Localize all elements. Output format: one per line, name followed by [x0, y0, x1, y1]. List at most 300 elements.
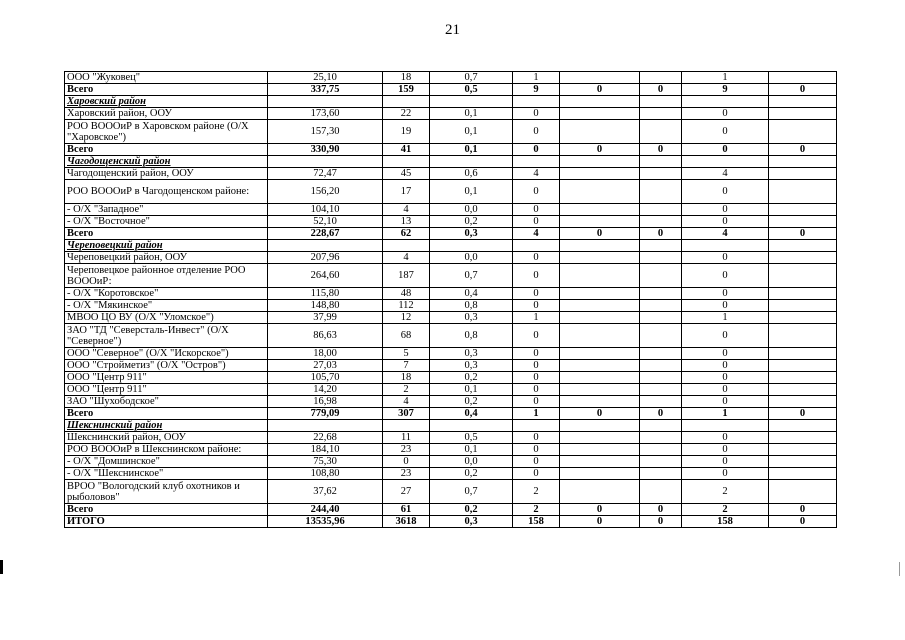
value-cell-c4: 9: [513, 84, 560, 96]
value-cell-c1: 330,90: [268, 144, 383, 156]
value-cell-c3: 0,8: [430, 324, 513, 348]
value-cell-c3: 0,3: [430, 360, 513, 372]
organization-name-cell: Всего: [65, 228, 268, 240]
value-cell-c2: 112: [383, 300, 430, 312]
value-cell-c3: 0,3: [430, 312, 513, 324]
value-cell-c8: [769, 252, 837, 264]
value-cell-c2: [383, 420, 430, 432]
value-cell-c8: [769, 444, 837, 456]
value-cell-c6: [640, 324, 682, 348]
value-cell-c8: 0: [769, 504, 837, 516]
value-cell-c5: [560, 120, 640, 144]
table-row: [65, 204, 837, 216]
value-cell-c4: [513, 240, 560, 252]
value-cell-c5: [560, 72, 640, 84]
value-cell-c8: [769, 156, 837, 168]
value-cell-c5: [560, 312, 640, 324]
value-cell-c3: 0,4: [430, 408, 513, 420]
value-cell-c7: 0: [682, 120, 769, 144]
value-cell-c3: 0,2: [430, 468, 513, 480]
value-cell-c4: 2: [513, 504, 560, 516]
value-cell-c8: [769, 384, 837, 396]
value-cell-c6: [640, 432, 682, 444]
organization-name-cell: - О/Х "Шекснинское": [65, 468, 268, 480]
value-cell-c3: 0,1: [430, 444, 513, 456]
value-cell-c3: 0,7: [430, 72, 513, 84]
table-row: [65, 468, 837, 480]
organization-name-cell: Череповецкий район: [65, 240, 268, 252]
value-cell-c7: [682, 96, 769, 108]
section-header-row: [65, 96, 837, 108]
value-cell-c8: [769, 108, 837, 120]
value-cell-c6: [640, 72, 682, 84]
value-cell-c7: 0: [682, 108, 769, 120]
value-cell-c8: [769, 288, 837, 300]
value-cell-c3: 0,1: [430, 384, 513, 396]
value-cell-c5: [560, 156, 640, 168]
value-cell-c8: [769, 180, 837, 204]
value-cell-c3: 0,3: [430, 228, 513, 240]
value-cell-c8: [769, 324, 837, 348]
value-cell-c8: [769, 168, 837, 180]
value-cell-c1: 25,10: [268, 72, 383, 84]
organization-name-cell: - О/Х "Восточное": [65, 216, 268, 228]
total-row: [65, 144, 837, 156]
value-cell-c4: 0: [513, 432, 560, 444]
value-cell-c6: [640, 288, 682, 300]
value-cell-c3: 0,1: [430, 180, 513, 204]
value-cell-c6: 0: [640, 228, 682, 240]
value-cell-c8: 0: [769, 516, 837, 528]
value-cell-c1: 52,10: [268, 216, 383, 228]
value-cell-c5: [560, 384, 640, 396]
value-cell-c5: [560, 360, 640, 372]
value-cell-c4: [513, 420, 560, 432]
value-cell-c6: [640, 360, 682, 372]
value-cell-c4: 0: [513, 252, 560, 264]
value-cell-c2: 3618: [383, 516, 430, 528]
value-cell-c4: 4: [513, 228, 560, 240]
value-cell-c4: 158: [513, 516, 560, 528]
table-row: [65, 396, 837, 408]
value-cell-c3: 0,0: [430, 204, 513, 216]
value-cell-c3: [430, 156, 513, 168]
value-cell-c7: [682, 156, 769, 168]
value-cell-c6: 0: [640, 84, 682, 96]
organization-name-cell: Шекснинский район, ООУ: [65, 432, 268, 444]
organization-name-cell: Всего: [65, 144, 268, 156]
table-row: [65, 456, 837, 468]
value-cell-c4: 0: [513, 264, 560, 288]
value-cell-c1: 157,30: [268, 120, 383, 144]
value-cell-c3: [430, 420, 513, 432]
value-cell-c4: 0: [513, 108, 560, 120]
value-cell-c5: [560, 168, 640, 180]
value-cell-c2: 23: [383, 444, 430, 456]
value-cell-c5: [560, 372, 640, 384]
table-row: [65, 480, 837, 504]
value-cell-c8: 0: [769, 144, 837, 156]
value-cell-c3: 0,2: [430, 504, 513, 516]
organization-name-cell: РОО ВОООиР в Шекснинском районе:: [65, 444, 268, 456]
value-cell-c6: [640, 420, 682, 432]
value-cell-c8: [769, 312, 837, 324]
value-cell-c1: 337,75: [268, 84, 383, 96]
table-row: [65, 360, 837, 372]
value-cell-c5: [560, 324, 640, 348]
value-cell-c3: 0,3: [430, 348, 513, 360]
value-cell-c3: 0,8: [430, 300, 513, 312]
value-cell-c1: 13535,96: [268, 516, 383, 528]
value-cell-c4: 0: [513, 180, 560, 204]
value-cell-c2: [383, 156, 430, 168]
value-cell-c1: 104,10: [268, 204, 383, 216]
value-cell-c6: 0: [640, 504, 682, 516]
value-cell-c6: [640, 240, 682, 252]
organization-name-cell: ИТОГО: [65, 516, 268, 528]
section-header-row: [65, 420, 837, 432]
value-cell-c1: 22,68: [268, 432, 383, 444]
organization-name-cell: Всего: [65, 84, 268, 96]
organization-name-cell: РОО ВОООиР в Чагодощенском районе:: [65, 180, 268, 204]
value-cell-c8: [769, 96, 837, 108]
table-row: [65, 444, 837, 456]
value-cell-c5: [560, 444, 640, 456]
organization-name-cell: Чагодощенский район, ООУ: [65, 168, 268, 180]
value-cell-c3: 0,2: [430, 396, 513, 408]
value-cell-c6: [640, 168, 682, 180]
value-cell-c6: [640, 312, 682, 324]
value-cell-c7: 0: [682, 468, 769, 480]
value-cell-c7: [682, 240, 769, 252]
value-cell-c3: 0,7: [430, 264, 513, 288]
total-row: [65, 228, 837, 240]
value-cell-c7: 0: [682, 444, 769, 456]
value-cell-c1: 37,62: [268, 480, 383, 504]
organization-name-cell: Всего: [65, 408, 268, 420]
value-cell-c2: 17: [383, 180, 430, 204]
value-cell-c5: 0: [560, 84, 640, 96]
value-cell-c3: 0,4: [430, 288, 513, 300]
table-row: [65, 252, 837, 264]
value-cell-c6: [640, 444, 682, 456]
organization-name-cell: Чагодощенский район: [65, 156, 268, 168]
value-cell-c7: 0: [682, 456, 769, 468]
value-cell-c5: [560, 240, 640, 252]
value-cell-c4: 4: [513, 168, 560, 180]
value-cell-c7: 1: [682, 408, 769, 420]
value-cell-c4: 0: [513, 444, 560, 456]
value-cell-c4: 1: [513, 72, 560, 84]
value-cell-c2: 22: [383, 108, 430, 120]
value-cell-c7: 0: [682, 180, 769, 204]
value-cell-c7: 0: [682, 252, 769, 264]
organization-name-cell: ЗАО "Шухободское": [65, 396, 268, 408]
value-cell-c8: [769, 72, 837, 84]
value-cell-c2: 12: [383, 312, 430, 324]
value-cell-c5: [560, 180, 640, 204]
value-cell-c8: [769, 480, 837, 504]
value-cell-c4: 0: [513, 288, 560, 300]
value-cell-c3: 0,0: [430, 456, 513, 468]
organization-name-cell: ООО "Центр 911": [65, 384, 268, 396]
value-cell-c7: 0: [682, 144, 769, 156]
value-cell-c2: 0: [383, 456, 430, 468]
value-cell-c5: [560, 96, 640, 108]
value-cell-c8: 0: [769, 228, 837, 240]
value-cell-c3: 0,1: [430, 108, 513, 120]
organization-name-cell: ВРОО "Вологодский клуб охотников и рыболовов": [65, 480, 268, 504]
value-cell-c1: 148,80: [268, 300, 383, 312]
value-cell-c2: 19: [383, 120, 430, 144]
value-cell-c7: 0: [682, 360, 769, 372]
value-cell-c6: [640, 372, 682, 384]
value-cell-c8: [769, 432, 837, 444]
value-cell-c8: [769, 216, 837, 228]
value-cell-c2: 4: [383, 204, 430, 216]
value-cell-c7: 0: [682, 216, 769, 228]
value-cell-c8: [769, 204, 837, 216]
table-row: [65, 312, 837, 324]
value-cell-c5: [560, 480, 640, 504]
value-cell-c8: [769, 420, 837, 432]
value-cell-c2: 7: [383, 360, 430, 372]
value-cell-c6: [640, 156, 682, 168]
table-row: [65, 288, 837, 300]
value-cell-c2: [383, 240, 430, 252]
value-cell-c5: [560, 420, 640, 432]
value-cell-c7: 0: [682, 300, 769, 312]
value-cell-c3: 0,1: [430, 144, 513, 156]
value-cell-c5: [560, 300, 640, 312]
value-cell-c6: [640, 348, 682, 360]
value-cell-c8: [769, 300, 837, 312]
organization-name-cell: Череповецкий район, ООУ: [65, 252, 268, 264]
value-cell-c1: 184,10: [268, 444, 383, 456]
value-cell-c2: 48: [383, 288, 430, 300]
value-cell-c1: 264,60: [268, 264, 383, 288]
value-cell-c8: [769, 372, 837, 384]
value-cell-c6: [640, 480, 682, 504]
value-cell-c5: [560, 216, 640, 228]
organization-name-cell: ООО "Жуковец": [65, 72, 268, 84]
value-cell-c2: 5: [383, 348, 430, 360]
value-cell-c4: 0: [513, 348, 560, 360]
organization-name-cell: ООО "Центр 911": [65, 372, 268, 384]
organization-name-cell: Шекснинский район: [65, 420, 268, 432]
value-cell-c1: 779,09: [268, 408, 383, 420]
value-cell-c3: 0,6: [430, 168, 513, 180]
value-cell-c6: [640, 384, 682, 396]
page-number: 21: [445, 22, 460, 38]
value-cell-c1: 16,98: [268, 396, 383, 408]
value-cell-c8: [769, 120, 837, 144]
value-cell-c6: [640, 300, 682, 312]
value-cell-c2: [383, 96, 430, 108]
value-cell-c2: 18: [383, 72, 430, 84]
value-cell-c8: [769, 348, 837, 360]
value-cell-c1: 86,63: [268, 324, 383, 348]
value-cell-c4: 0: [513, 372, 560, 384]
value-cell-c4: 0: [513, 324, 560, 348]
value-cell-c1: 105,70: [268, 372, 383, 384]
value-cell-c4: 0: [513, 120, 560, 144]
table-row: [65, 300, 837, 312]
total-row: [65, 84, 837, 96]
value-cell-c5: [560, 456, 640, 468]
table-body: [65, 72, 837, 528]
value-cell-c4: 2: [513, 480, 560, 504]
value-cell-c6: [640, 180, 682, 204]
value-cell-c8: [769, 264, 837, 288]
value-cell-c6: 0: [640, 516, 682, 528]
value-cell-c4: 0: [513, 468, 560, 480]
value-cell-c1: 207,96: [268, 252, 383, 264]
value-cell-c4: 1: [513, 312, 560, 324]
value-cell-c7: 1: [682, 72, 769, 84]
value-cell-c2: 187: [383, 264, 430, 288]
value-cell-c1: 27,03: [268, 360, 383, 372]
value-cell-c7: 0: [682, 324, 769, 348]
value-cell-c7: 2: [682, 504, 769, 516]
organization-name-cell: МВОО ЦО ВУ (О/Х "Уломское"): [65, 312, 268, 324]
value-cell-c8: [769, 468, 837, 480]
value-cell-c3: 0,7: [430, 480, 513, 504]
table-row: [65, 372, 837, 384]
value-cell-c5: [560, 432, 640, 444]
value-cell-c1: 156,20: [268, 180, 383, 204]
value-cell-c1: 115,80: [268, 288, 383, 300]
organization-name-cell: - О/Х "Западное": [65, 204, 268, 216]
value-cell-c8: [769, 396, 837, 408]
table-row: [65, 168, 837, 180]
value-cell-c1: [268, 156, 383, 168]
value-cell-c7: 0: [682, 204, 769, 216]
value-cell-c3: 0,2: [430, 372, 513, 384]
value-cell-c1: 18,00: [268, 348, 383, 360]
value-cell-c8: 0: [769, 84, 837, 96]
value-cell-c7: 158: [682, 516, 769, 528]
table-row: [65, 432, 837, 444]
value-cell-c7: 0: [682, 264, 769, 288]
value-cell-c1: 75,30: [268, 456, 383, 468]
value-cell-c3: 0,1: [430, 120, 513, 144]
value-cell-c3: 0,3: [430, 516, 513, 528]
value-cell-c1: 14,20: [268, 384, 383, 396]
value-cell-c7: 0: [682, 432, 769, 444]
value-cell-c7: 2: [682, 480, 769, 504]
value-cell-c1: 228,67: [268, 228, 383, 240]
value-cell-c4: [513, 96, 560, 108]
value-cell-c1: [268, 240, 383, 252]
value-cell-c1: 72,47: [268, 168, 383, 180]
value-cell-c2: 4: [383, 396, 430, 408]
value-cell-c8: [769, 240, 837, 252]
value-cell-c3: 0,2: [430, 216, 513, 228]
value-cell-c6: [640, 204, 682, 216]
organization-name-cell: Харовский район, ООУ: [65, 108, 268, 120]
value-cell-c8: [769, 360, 837, 372]
total-row: [65, 504, 837, 516]
value-cell-c7: 0: [682, 396, 769, 408]
value-cell-c2: 11: [383, 432, 430, 444]
value-cell-c6: [640, 120, 682, 144]
value-cell-c5: [560, 264, 640, 288]
value-cell-c6: [640, 108, 682, 120]
value-cell-c5: [560, 108, 640, 120]
organization-name-cell: - О/Х "Коротовское": [65, 288, 268, 300]
table-row: [65, 72, 837, 84]
value-cell-c3: 0,5: [430, 432, 513, 444]
value-cell-c5: 0: [560, 408, 640, 420]
value-cell-c2: 41: [383, 144, 430, 156]
value-cell-c7: 1: [682, 312, 769, 324]
value-cell-c5: 0: [560, 228, 640, 240]
organization-name-cell: Харовский район: [65, 96, 268, 108]
value-cell-c6: [640, 216, 682, 228]
value-cell-c5: [560, 288, 640, 300]
organization-name-cell: - О/Х "Мякинское": [65, 300, 268, 312]
value-cell-c4: 0: [513, 384, 560, 396]
value-cell-c1: [268, 420, 383, 432]
value-cell-c2: 159: [383, 84, 430, 96]
value-cell-c5: [560, 252, 640, 264]
value-cell-c4: 0: [513, 300, 560, 312]
value-cell-c6: [640, 396, 682, 408]
value-cell-c6: 0: [640, 408, 682, 420]
value-cell-c6: [640, 456, 682, 468]
organization-name-cell: ООО "Северное" (О/Х "Искорское"): [65, 348, 268, 360]
value-cell-c3: 0,0: [430, 252, 513, 264]
table-row: [65, 108, 837, 120]
value-cell-c2: 62: [383, 228, 430, 240]
value-cell-c7: 4: [682, 168, 769, 180]
value-cell-c1: 108,80: [268, 468, 383, 480]
value-cell-c8: [769, 456, 837, 468]
value-cell-c5: [560, 204, 640, 216]
value-cell-c7: 0: [682, 288, 769, 300]
value-cell-c2: 18: [383, 372, 430, 384]
value-cell-c6: [640, 468, 682, 480]
organization-name-cell: ООО "Стройметиз" (О/Х "Остров"): [65, 360, 268, 372]
table-row: [65, 264, 837, 288]
value-cell-c2: 23: [383, 468, 430, 480]
value-cell-c7: 0: [682, 384, 769, 396]
value-cell-c5: [560, 468, 640, 480]
value-cell-c4: 0: [513, 456, 560, 468]
section-header-row: [65, 156, 837, 168]
value-cell-c3: [430, 96, 513, 108]
scan-margin-mark-right: [899, 562, 900, 576]
value-cell-c2: 61: [383, 504, 430, 516]
value-cell-c3: 0,5: [430, 84, 513, 96]
value-cell-c8: 0: [769, 408, 837, 420]
value-cell-c3: [430, 240, 513, 252]
value-cell-c4: 0: [513, 144, 560, 156]
value-cell-c2: 307: [383, 408, 430, 420]
total-row: [65, 408, 837, 420]
value-cell-c2: 2: [383, 384, 430, 396]
value-cell-c2: 45: [383, 168, 430, 180]
value-cell-c1: 37,99: [268, 312, 383, 324]
value-cell-c4: [513, 156, 560, 168]
section-header-row: [65, 240, 837, 252]
value-cell-c7: [682, 420, 769, 432]
value-cell-c6: [640, 96, 682, 108]
value-cell-c4: 1: [513, 408, 560, 420]
value-cell-c7: 4: [682, 228, 769, 240]
value-cell-c6: 0: [640, 144, 682, 156]
